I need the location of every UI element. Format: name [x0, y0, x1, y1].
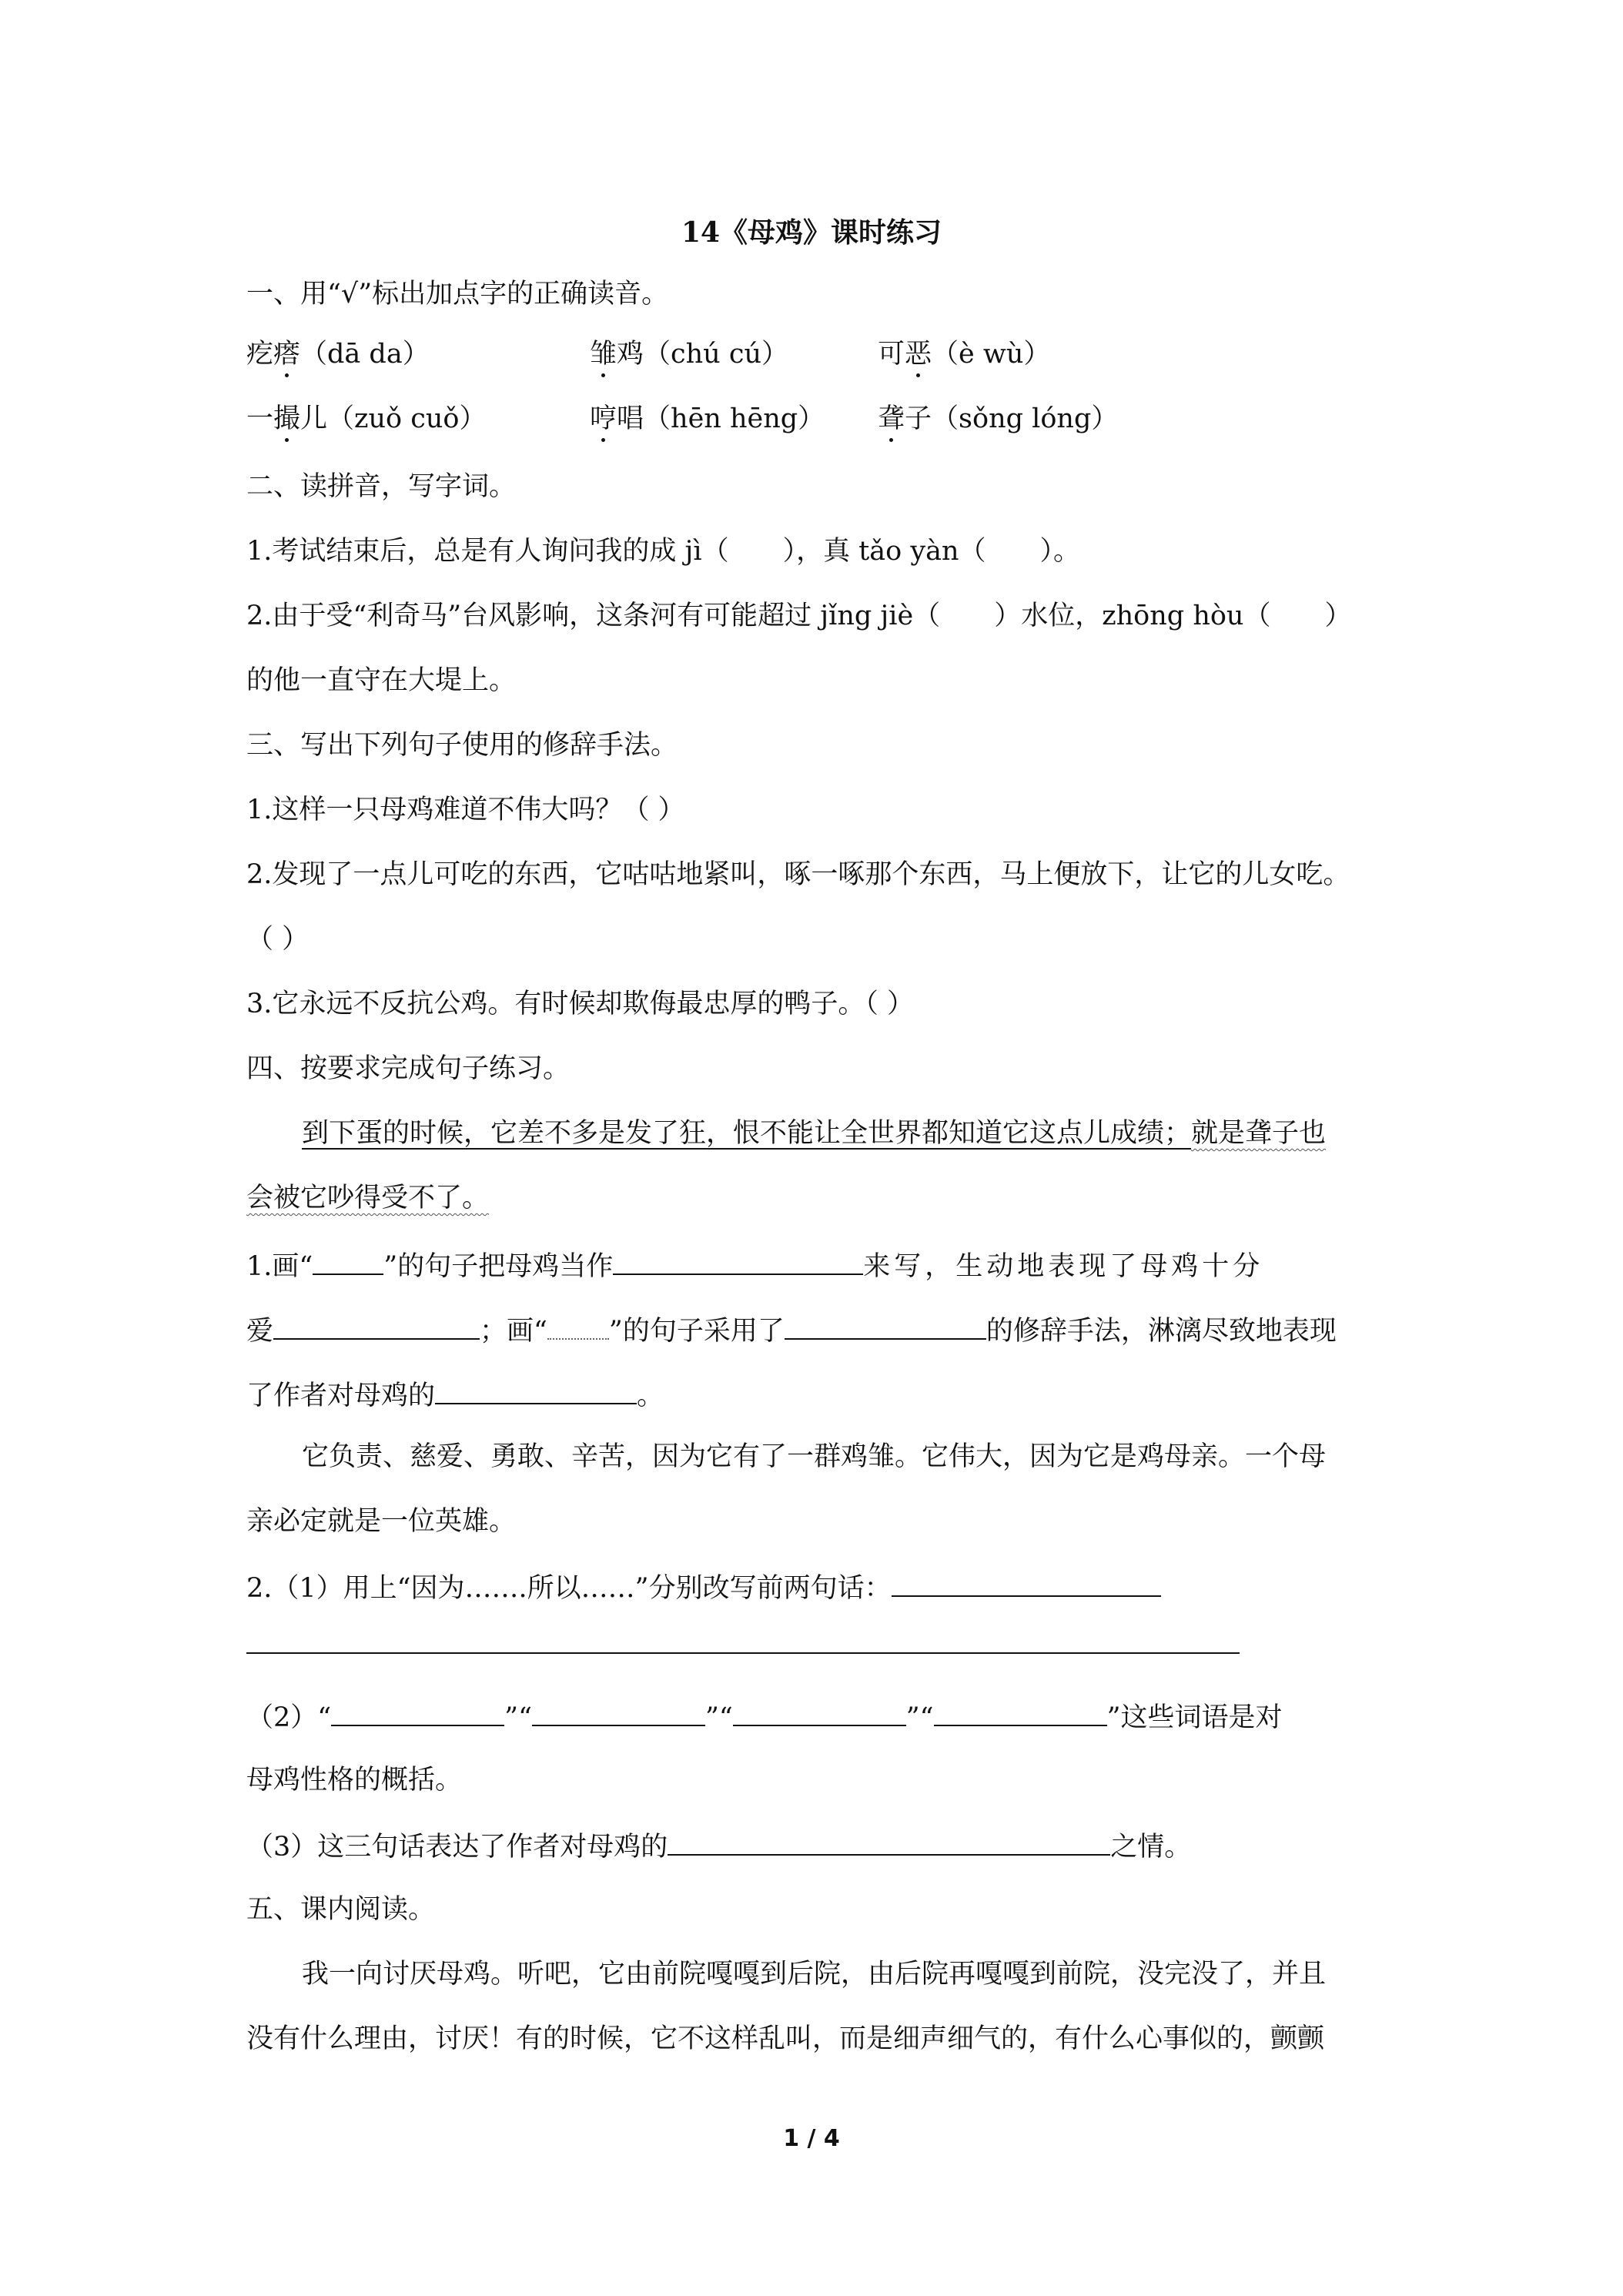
- section-4-paragraph: 它负责、慈爱、勇敢、辛苦，因为它有了一群鸡雏。它伟大，因为它是鸡母亲。一个母: [302, 1441, 1327, 1472]
- answer-blank[interactable]: [934, 1699, 1107, 1726]
- section-5-paragraph: 我一向讨厌母鸡。听吧，它由前院嘎嘎到后院，由后院再嘎嘎到前院，没完没了，并且: [302, 1959, 1327, 1990]
- answer-blank[interactable]: [435, 1377, 637, 1404]
- quote-wavy-underline: 就是聋子也: [1191, 1118, 1327, 1149]
- section-4-q1-line3: 了作者对母鸡的 。: [246, 1377, 664, 1413]
- section-2-q1: 1.考试结束后，总是有人询问我的成 jì（ ），真 tǎo yàn（ ）。: [246, 536, 1081, 567]
- pinyin-item-5: 哼唱（hēn hēng）: [590, 403, 825, 434]
- pinyin-item-3: 可恶（è wù）: [878, 339, 1051, 370]
- answer-blank[interactable]: [733, 1699, 906, 1726]
- section-4-q2-2-cont: 母鸡性格的概括。: [246, 1765, 463, 1796]
- page-title: 14《母鸡》课时练习: [681, 216, 942, 249]
- section-2-q2-cont: 的他一直守在大堤上。: [246, 665, 517, 696]
- pinyin-item-4: 一撮儿（zuǒ cuǒ）: [246, 403, 487, 434]
- section-3-q2: 2.发现了一点儿可吃的东西，它咕咕地紧叫，啄一啄那个东西，马上便放下，让它的儿女吃。: [246, 859, 1350, 890]
- answer-blank[interactable]: [785, 1312, 986, 1340]
- answer-line-full[interactable]: [246, 1652, 1240, 1654]
- section-5-heading: 五、课内阅读。: [246, 1894, 436, 1925]
- section-4-q2-1: 2.（1）用上“因为…….所以……”分别改写前两句话：: [246, 1569, 1161, 1605]
- quote-solid-underline: 到下蛋的时候，它差不多是发了狂，恨不能让全世界都知道它这点儿成绩；: [302, 1118, 1192, 1149]
- page-number: 1 / 4: [783, 2125, 840, 2152]
- section-4-q1-line2: 爱 ；画“ ”的句子采用了 的修辞手法，淋漓尽致地表现: [246, 1312, 1337, 1348]
- answer-blank[interactable]: [273, 1312, 480, 1340]
- section-3-q2-answer: （ ）: [246, 924, 310, 955]
- quote-line-2: 会被它吵得受不了。: [246, 1183, 490, 1213]
- answer-blank[interactable]: [331, 1699, 504, 1726]
- pinyin-item-2: 雏鸡（chú cú）: [590, 339, 788, 370]
- answer-blank[interactable]: [613, 1247, 863, 1275]
- section-4-heading: 四、按要求完成句子练习。: [246, 1053, 571, 1084]
- section-3-q3: 3.它永远不反抗公鸡。有时候却欺侮最忠厚的鸭子。（ ）: [246, 989, 915, 1019]
- section-5-paragraph-cont: 没有什么理由，讨厌！有的时候，它不这样乱叫，而是细声细气的，有什么心事似的，颤颤: [246, 2023, 1325, 2054]
- pinyin-item-1: 疙瘩（dā da）: [246, 339, 430, 370]
- section-3-heading: 三、写出下列句子使用的修辞手法。: [246, 730, 678, 761]
- section-3-q1: 1.这样一只母鸡难道不伟大吗？（ ）: [246, 795, 685, 825]
- section-4-q2-3: （3）这三句话表达了作者对母鸡的 之情。: [246, 1828, 1191, 1864]
- section-2-q2: 2.由于受“利奇马”台风影响，这条河有可能超过 jǐng jiè（ ）水位，zhōng hòu（ ）: [246, 601, 1352, 631]
- section-4-paragraph-cont: 亲必定就是一位英雄。: [246, 1506, 517, 1537]
- section-4-q1-line1: 1.画“ ”的句子把母鸡当作 来写，生动地表现了母鸡十分: [246, 1247, 1263, 1284]
- section-4-q2-2: （2）“ ”“ ”“ ”“ ”这些词语是对: [246, 1699, 1282, 1735]
- quote-line-1: [302, 1116, 1326, 1150]
- answer-blank[interactable]: [892, 1569, 1161, 1597]
- section-1-heading: 一、用“√”标出加点字的正确读音。: [246, 279, 669, 310]
- solid-line-marker: [313, 1247, 383, 1275]
- answer-blank[interactable]: [532, 1699, 705, 1726]
- section-2-heading: 二、读拼音，写字词。: [246, 471, 517, 502]
- pinyin-item-6: 聋子（sǒng lóng）: [878, 403, 1119, 434]
- wavy-line-marker: [547, 1312, 609, 1340]
- answer-blank[interactable]: [668, 1828, 1110, 1856]
